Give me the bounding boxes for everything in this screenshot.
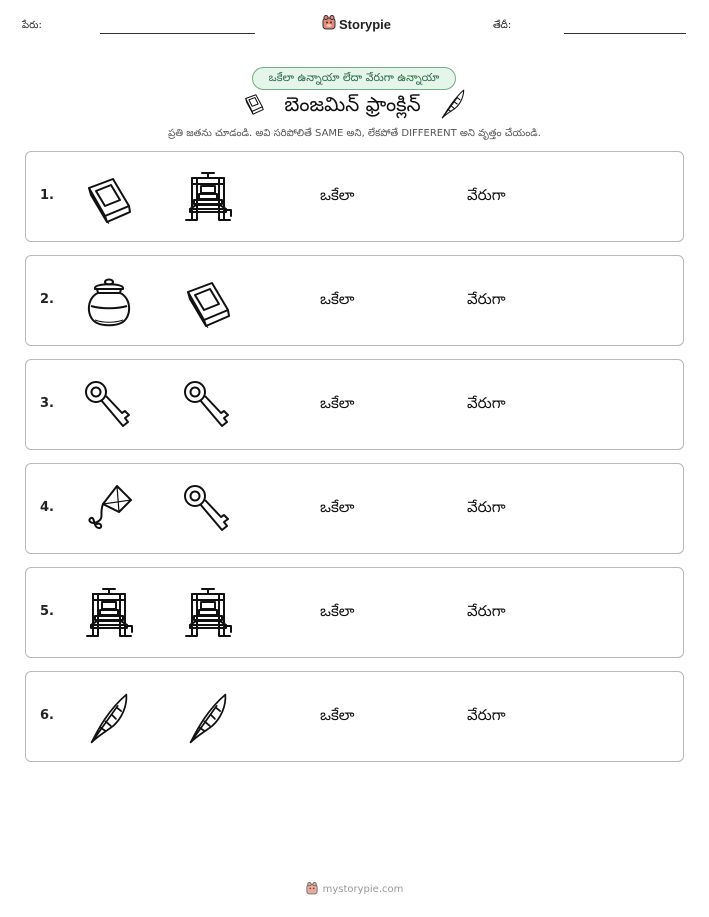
- question-number: 4.: [40, 500, 54, 515]
- option-same[interactable]: ఒకేలా: [320, 186, 355, 204]
- jar-icon: [83, 276, 135, 328]
- date-label: తేదీ:: [493, 20, 512, 31]
- question-row-4: [25, 463, 684, 554]
- option-same[interactable]: ఒకేలా: [320, 602, 355, 620]
- subtitle-badge: ఒకేలా ఉన్నాయా లేదా వేరుగా ఉన్నాయా: [252, 67, 456, 90]
- question-row-5: [25, 567, 684, 658]
- name-line[interactable]: [100, 33, 255, 34]
- question-row-6: [25, 671, 684, 762]
- option-same[interactable]: ఒకేలా: [320, 290, 355, 308]
- question-number: 6.: [40, 708, 54, 723]
- book-icon: [83, 172, 135, 224]
- quill-icon: [182, 692, 234, 744]
- question-row-3: [25, 359, 684, 450]
- date-line[interactable]: [564, 33, 686, 34]
- storypie-mascot-icon: [306, 880, 318, 899]
- brand-name: Storypie: [339, 16, 392, 32]
- storypie-mascot-icon: [322, 14, 336, 34]
- page-title: బెంజమిన్ ఫ్రాంక్లిన్: [284, 91, 421, 116]
- title-row: [0, 89, 709, 123]
- book-icon: [182, 276, 234, 328]
- quill-icon: [83, 692, 135, 744]
- question-number: 3.: [40, 396, 54, 411]
- option-different[interactable]: వేరుగా: [467, 394, 506, 412]
- quill-icon: [439, 88, 467, 124]
- option-same[interactable]: ఒకేలా: [320, 394, 355, 412]
- key-icon: [83, 380, 135, 432]
- option-same[interactable]: ఒకేలా: [320, 706, 355, 724]
- option-different[interactable]: వేరుగా: [467, 186, 506, 204]
- printing-press-icon: [83, 588, 135, 640]
- book-icon: [242, 92, 266, 120]
- kite-icon: [83, 484, 135, 536]
- option-different[interactable]: వేరుగా: [467, 290, 506, 308]
- question-row-1: [25, 151, 684, 242]
- option-different[interactable]: వేరుగా: [467, 706, 506, 724]
- instructions: ప్రతి జతను చూడండి. అవి సరిపోలితే SAME అని, లేకపోతే DIFFERENT అని వృత్తం చేయండి.: [168, 128, 541, 139]
- question-number: 2.: [40, 292, 54, 307]
- printing-press-icon: [182, 172, 234, 224]
- option-same[interactable]: ఒకేలా: [320, 498, 355, 516]
- option-different[interactable]: వేరుగా: [467, 498, 506, 516]
- footer-url[interactable]: mystorypie.com: [322, 884, 404, 895]
- footer: [0, 880, 709, 899]
- key-icon: [182, 380, 234, 432]
- question-number: 5.: [40, 604, 54, 619]
- option-different[interactable]: వేరుగా: [467, 602, 506, 620]
- question-number: 1.: [40, 188, 54, 203]
- printing-press-icon: [182, 588, 234, 640]
- brand-logo: [322, 14, 391, 34]
- question-row-2: [25, 255, 684, 346]
- key-icon: [182, 484, 234, 536]
- name-label: పేరు:: [22, 20, 42, 31]
